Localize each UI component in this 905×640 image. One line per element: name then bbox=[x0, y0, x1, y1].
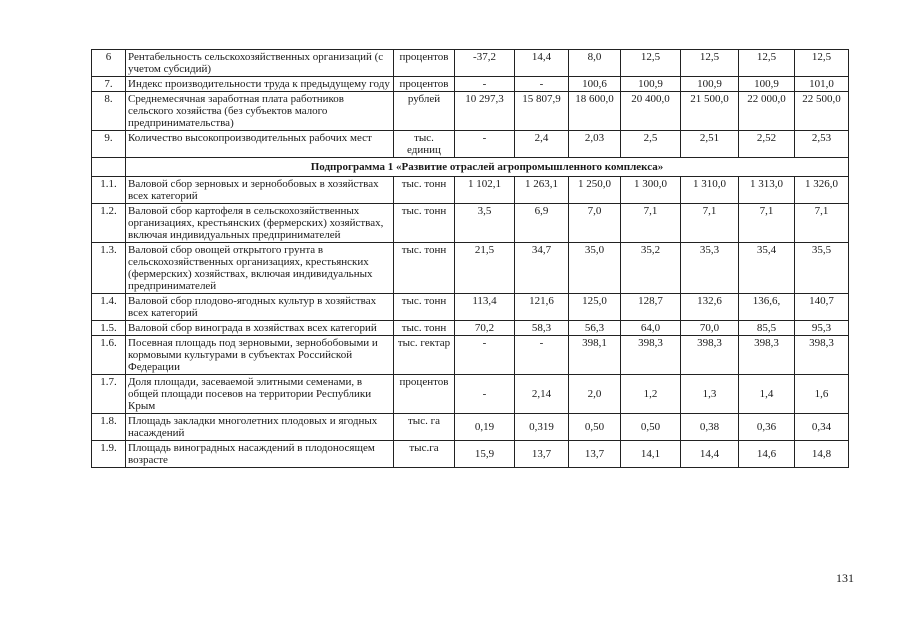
value-cell: 136,6, bbox=[739, 294, 795, 321]
value-cell: 7,0 bbox=[569, 204, 621, 243]
row-number: 1.4. bbox=[92, 294, 126, 321]
value-cell: 18 600,0 bbox=[569, 92, 621, 131]
value-cell: 10 297,3 bbox=[455, 92, 515, 131]
value-cell: 34,7 bbox=[515, 243, 569, 294]
value-cell: 0,50 bbox=[621, 414, 681, 441]
value-cell: 398,3 bbox=[621, 336, 681, 375]
unit-cell: тыс. гектар bbox=[394, 336, 455, 375]
value-cell: 14,6 bbox=[739, 441, 795, 468]
table-row bbox=[92, 243, 849, 294]
table-body-subprogram bbox=[92, 177, 849, 468]
indicator-name: Доля площади, засеваемой элитными семенами, в общей площади посевов на территории Республики Крым bbox=[126, 375, 394, 414]
value-cell: 1,3 bbox=[681, 375, 739, 414]
unit-cell: тыс. га bbox=[394, 414, 455, 441]
value-cell: 95,3 bbox=[795, 321, 849, 336]
value-cell: 70,2 bbox=[455, 321, 515, 336]
value-cell: 35,2 bbox=[621, 243, 681, 294]
indicators-table bbox=[91, 49, 849, 468]
indicator-name: Рентабельность сельскохозяйственных организаций (с учетом субсидий) bbox=[126, 50, 394, 77]
indicator-name: Валовой сбор картофеля в сельскохозяйственных организациях, крестьянских (фермерских) хозяйствах, включая индивидуальных предпринимателей bbox=[126, 204, 394, 243]
value-cell: 100,9 bbox=[621, 77, 681, 92]
table-row bbox=[92, 204, 849, 243]
value-cell: - bbox=[455, 375, 515, 414]
table-row bbox=[92, 414, 849, 441]
value-cell: 35,0 bbox=[569, 243, 621, 294]
table-row bbox=[92, 92, 849, 131]
value-cell: 128,7 bbox=[621, 294, 681, 321]
value-cell: 100,9 bbox=[739, 77, 795, 92]
row-number: 1.6. bbox=[92, 336, 126, 375]
value-cell: 0,38 bbox=[681, 414, 739, 441]
row-number: 1.3. bbox=[92, 243, 126, 294]
value-cell: 1 102,1 bbox=[455, 177, 515, 204]
value-cell: 21 500,0 bbox=[681, 92, 739, 131]
value-cell: 70,0 bbox=[681, 321, 739, 336]
table-row bbox=[92, 158, 849, 177]
value-cell: 1,2 bbox=[621, 375, 681, 414]
value-cell: 1 300,0 bbox=[621, 177, 681, 204]
value-cell: 121,6 bbox=[515, 294, 569, 321]
section-header bbox=[92, 158, 849, 177]
section-title: Подпрограмма 1 «Развитие отраслей агропромышленного комплекса» bbox=[126, 158, 849, 177]
value-cell: 85,5 bbox=[739, 321, 795, 336]
row-number: 1.8. bbox=[92, 414, 126, 441]
value-cell: - bbox=[455, 336, 515, 375]
indicator-name: Среднемесячная заработная плата работников сельского хозяйства (без субъектов малого предпринимательства) bbox=[126, 92, 394, 131]
value-cell: 398,3 bbox=[681, 336, 739, 375]
unit-cell: процентов bbox=[394, 77, 455, 92]
value-cell: 2,03 bbox=[569, 131, 621, 158]
unit-cell: тыс. единиц bbox=[394, 131, 455, 158]
value-cell: 21,5 bbox=[455, 243, 515, 294]
value-cell: 56,3 bbox=[569, 321, 621, 336]
value-cell: 2,52 bbox=[739, 131, 795, 158]
indicator-name: Посевная площадь под зерновыми, зернобобовыми и кормовыми культурами в субъектах Российской Федерации bbox=[126, 336, 394, 375]
value-cell: 35,3 bbox=[681, 243, 739, 294]
indicator-name: Валовой сбор винограда в хозяйствах всех категорий bbox=[126, 321, 394, 336]
row-number: 6 bbox=[92, 50, 126, 77]
table-body-main bbox=[92, 50, 849, 158]
value-cell: - bbox=[515, 77, 569, 92]
value-cell: 113,4 bbox=[455, 294, 515, 321]
value-cell: 398,1 bbox=[569, 336, 621, 375]
value-cell: 7,1 bbox=[739, 204, 795, 243]
value-cell: 132,6 bbox=[681, 294, 739, 321]
row-number: 8. bbox=[92, 92, 126, 131]
row-number: 1.2. bbox=[92, 204, 126, 243]
value-cell: 2,5 bbox=[621, 131, 681, 158]
value-cell: 6,9 bbox=[515, 204, 569, 243]
value-cell: 14,8 bbox=[795, 441, 849, 468]
value-cell: 1 326,0 bbox=[795, 177, 849, 204]
table-row bbox=[92, 77, 849, 92]
value-cell: 0,50 bbox=[569, 414, 621, 441]
value-cell: 0,34 bbox=[795, 414, 849, 441]
value-cell: 0,19 bbox=[455, 414, 515, 441]
value-cell: - bbox=[515, 336, 569, 375]
table-row bbox=[92, 131, 849, 158]
indicator-name: Индекс производительности труда к предыдущему году bbox=[126, 77, 394, 92]
table-row bbox=[92, 50, 849, 77]
unit-cell: тыс. тонн bbox=[394, 294, 455, 321]
table-row bbox=[92, 441, 849, 468]
value-cell: 140,7 bbox=[795, 294, 849, 321]
unit-cell: процентов bbox=[394, 50, 455, 77]
table-row bbox=[92, 177, 849, 204]
value-cell: 7,1 bbox=[621, 204, 681, 243]
value-cell: 1 313,0 bbox=[739, 177, 795, 204]
unit-cell: тыс.га bbox=[394, 441, 455, 468]
value-cell: 1 310,0 bbox=[681, 177, 739, 204]
value-cell: 15,9 bbox=[455, 441, 515, 468]
unit-cell: рублей bbox=[394, 92, 455, 131]
unit-cell: тыс. тонн bbox=[394, 204, 455, 243]
value-cell: 35,5 bbox=[795, 243, 849, 294]
value-cell: 0,36 bbox=[739, 414, 795, 441]
row-number: 1.7. bbox=[92, 375, 126, 414]
value-cell: 398,3 bbox=[795, 336, 849, 375]
value-cell: - bbox=[455, 131, 515, 158]
page-number: 131 bbox=[836, 571, 854, 585]
value-cell: 58,3 bbox=[515, 321, 569, 336]
unit-cell: тыс. тонн bbox=[394, 321, 455, 336]
value-cell: 22 000,0 bbox=[739, 92, 795, 131]
row-number: 1.1. bbox=[92, 177, 126, 204]
value-cell: 1 250,0 bbox=[569, 177, 621, 204]
value-cell: 2,4 bbox=[515, 131, 569, 158]
value-cell: 3,5 bbox=[455, 204, 515, 243]
value-cell: 15 807,9 bbox=[515, 92, 569, 131]
value-cell: 398,3 bbox=[739, 336, 795, 375]
indicator-name: Валовой сбор овощей открытого грунта в сельскохозяйственных организациях, крестьянских (фермерских) хозяйствах, включая индивидуальных предпринимателей bbox=[126, 243, 394, 294]
value-cell: 2,53 bbox=[795, 131, 849, 158]
value-cell: 2,51 bbox=[681, 131, 739, 158]
table-row bbox=[92, 336, 849, 375]
value-cell: 101,0 bbox=[795, 77, 849, 92]
value-cell: 7,1 bbox=[795, 204, 849, 243]
value-cell: 12,5 bbox=[621, 50, 681, 77]
value-cell: 20 400,0 bbox=[621, 92, 681, 131]
value-cell: 1,6 bbox=[795, 375, 849, 414]
indicator-name: Площадь закладки многолетних плодовых и ягодных насаждений bbox=[126, 414, 394, 441]
row-number: 1.9. bbox=[92, 441, 126, 468]
value-cell: 8,0 bbox=[569, 50, 621, 77]
value-cell: 2,14 bbox=[515, 375, 569, 414]
value-cell: 0,319 bbox=[515, 414, 569, 441]
indicator-name: Валовой сбор плодово-ягодных культур в хозяйствах всех категорий bbox=[126, 294, 394, 321]
indicator-name: Площадь виноградных насаждений в плодоносящем возрасте bbox=[126, 441, 394, 468]
value-cell: 13,7 bbox=[569, 441, 621, 468]
value-cell: 13,7 bbox=[515, 441, 569, 468]
table-row bbox=[92, 294, 849, 321]
table-row bbox=[92, 375, 849, 414]
value-cell: -37,2 bbox=[455, 50, 515, 77]
row-number: 9. bbox=[92, 131, 126, 158]
value-cell: 14,4 bbox=[515, 50, 569, 77]
value-cell: 12,5 bbox=[681, 50, 739, 77]
value-cell: 12,5 bbox=[739, 50, 795, 77]
row-number: 7. bbox=[92, 77, 126, 92]
value-cell: 100,6 bbox=[569, 77, 621, 92]
indicator-name: Количество высокопроизводительных рабочих мест bbox=[126, 131, 394, 158]
value-cell: 1,4 bbox=[739, 375, 795, 414]
indicator-name: Валовой сбор зерновых и зернобобовых в хозяйствах всех категорий bbox=[126, 177, 394, 204]
value-cell: 100,9 bbox=[681, 77, 739, 92]
value-cell: 14,1 bbox=[621, 441, 681, 468]
table-row bbox=[92, 321, 849, 336]
value-cell: 64,0 bbox=[621, 321, 681, 336]
unit-cell: тыс. тонн bbox=[394, 243, 455, 294]
value-cell: 14,4 bbox=[681, 441, 739, 468]
value-cell: 12,5 bbox=[795, 50, 849, 77]
value-cell: 1 263,1 bbox=[515, 177, 569, 204]
value-cell: 2,0 bbox=[569, 375, 621, 414]
value-cell: 35,4 bbox=[739, 243, 795, 294]
value-cell: 22 500,0 bbox=[795, 92, 849, 131]
unit-cell: процентов bbox=[394, 375, 455, 414]
unit-cell: тыс. тонн bbox=[394, 177, 455, 204]
row-number: 1.5. bbox=[92, 321, 126, 336]
value-cell: 125,0 bbox=[569, 294, 621, 321]
value-cell: - bbox=[455, 77, 515, 92]
value-cell: 7,1 bbox=[681, 204, 739, 243]
